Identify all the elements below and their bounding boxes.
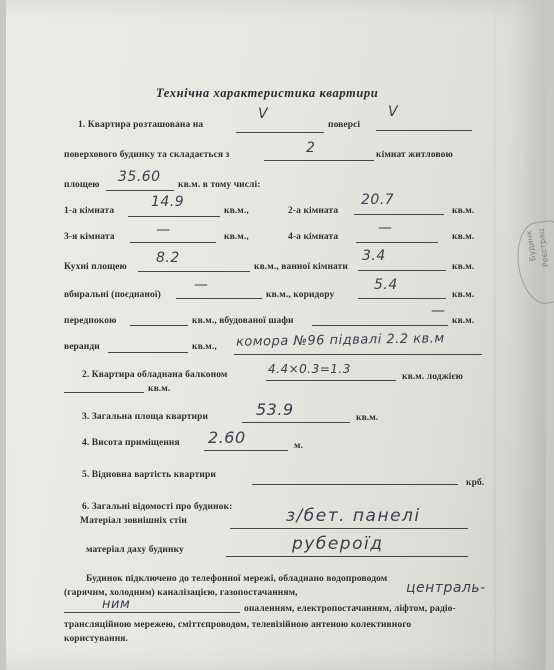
bath-line [358, 270, 446, 271]
storage-line [234, 354, 482, 355]
footer-line5: користування. [64, 634, 129, 644]
room1-label: 1-а кімната [64, 206, 115, 216]
corridor-label: кв.м., коридору [266, 290, 335, 300]
loggia-line [64, 392, 144, 393]
closet-unit: кв.м. [452, 316, 475, 326]
footer-line1: Будинок підключено до телефонної мережі, обладнано водопроводом [86, 574, 388, 584]
document-title: Технічна характеристика квартири [156, 86, 379, 100]
floor-value: V [258, 106, 269, 122]
corridor-unit: кв.м. [452, 290, 475, 300]
corridor-value: 5.4 [374, 277, 398, 293]
kitchen-line [138, 271, 250, 272]
toilet-label: вбиральні (поєднаної) [64, 290, 161, 300]
room1-unit: кв.м., [224, 206, 249, 216]
bath-value: 3.4 [362, 248, 386, 264]
balcony-value: 4.4×0.3=1.3 [268, 362, 351, 376]
room4-line [356, 242, 438, 243]
floors-total-value: V [388, 104, 399, 120]
document-page [6, 0, 551, 670]
height-value: 2.60 [208, 428, 246, 447]
closet-line [312, 325, 448, 326]
roof-label: матеріал даху будинку [86, 545, 184, 555]
veranda-label: веранди [64, 342, 100, 352]
area-label: площею [64, 180, 100, 190]
stamp [513, 219, 554, 307]
height-unit: м. [294, 441, 304, 451]
floors-total-line [376, 130, 472, 131]
height-line [204, 450, 288, 451]
closet-value: — [431, 303, 446, 319]
toilet-line [176, 298, 262, 299]
balcony-line [266, 380, 396, 381]
roof-value: рубероїд [292, 534, 384, 554]
room2-unit: кв.м. [452, 206, 475, 216]
total-area-unit: кв.м. [356, 413, 379, 423]
veranda-unit: кв.м., [192, 342, 217, 352]
bath-unit: кв.м. [452, 262, 475, 272]
rooms-line [264, 160, 374, 161]
hall-label: передпокою [64, 316, 117, 326]
room2-line [354, 214, 444, 215]
item2-label: 2. Квартира обладнана балконом [82, 370, 228, 380]
hall-line [130, 325, 188, 326]
closet-label: кв.м., вбудованої шафи [192, 316, 294, 326]
living-area-line [106, 190, 174, 191]
toilet-value: — [194, 277, 209, 293]
total-area-line [242, 422, 350, 423]
total-area-value: 53.9 [256, 400, 294, 419]
roof-line [226, 556, 468, 557]
kitchen-label: Кухні площею [64, 262, 127, 272]
storage-note: комора №96 підвалі 2.2 кв.м [235, 331, 445, 350]
bath-label: кв.м., ванної кімнати [254, 262, 348, 272]
heating-value-2: ним [102, 597, 131, 612]
loggia-label: кв.м. лоджією [402, 372, 464, 382]
value-unit: крб. [466, 478, 485, 488]
room3-value: — [156, 222, 171, 238]
room4-label: 4-а кімната [288, 232, 339, 242]
stamp-text-1: Будинк [524, 229, 538, 262]
item3-label: 3. Загальна площа квартири [82, 412, 209, 422]
item2-unit: кв.м. [148, 384, 171, 394]
rooms-value: 2 [306, 140, 316, 156]
heating-value: централь- [406, 580, 486, 596]
room4-unit: кв.м. [452, 232, 475, 242]
value-line [252, 484, 458, 485]
footer-line3: опаленням, електропостачанням, ліфтом, радіо- [244, 604, 456, 614]
room2-label: 2-а кімната [288, 206, 339, 216]
item4-label: 4. Висота приміщення [82, 438, 180, 448]
floor-label: поверсі [328, 120, 361, 130]
room2-value: 20.7 [361, 192, 395, 208]
room3-unit: кв.м., [224, 232, 249, 242]
walls-line [230, 528, 468, 529]
footer-line4: трансляційною мережею, сміттєпроводом, телевізійною антеною колективного [64, 620, 412, 630]
heating-line [64, 612, 240, 613]
item6-label: 6. Загальні відомості про будинок: [82, 502, 233, 512]
floor-line [236, 132, 324, 133]
footer-line2: (гарячим, холодним) каналізацією, газопостачанням, [64, 588, 298, 598]
room3-label: 3-я кімната [64, 232, 115, 242]
stamp-text-2: Реєстрац [536, 228, 551, 268]
veranda-line [108, 352, 188, 353]
living-area-value: 35.60 [118, 169, 161, 185]
room3-line [130, 242, 216, 243]
item5-label: 5. Відновна вартість квартири [82, 470, 216, 480]
rooms-label: кімнат житловою [376, 150, 453, 160]
area-unit: кв.м. в тому числі: [178, 180, 261, 190]
room1-value: 14.9 [151, 194, 185, 210]
room1-line [128, 216, 220, 217]
corridor-line [358, 298, 446, 299]
walls-value: з/бет. панелі [286, 506, 421, 526]
room4-value: — [378, 220, 393, 236]
item1-prefix: 1. Квартира розташована на [78, 120, 204, 130]
walls-label: Матеріал зовнішніх стін [80, 516, 187, 526]
kitchen-value: 8.2 [156, 250, 180, 266]
page-crease [494, 0, 496, 670]
building-label: поверхового будинку та складається з [64, 150, 230, 160]
